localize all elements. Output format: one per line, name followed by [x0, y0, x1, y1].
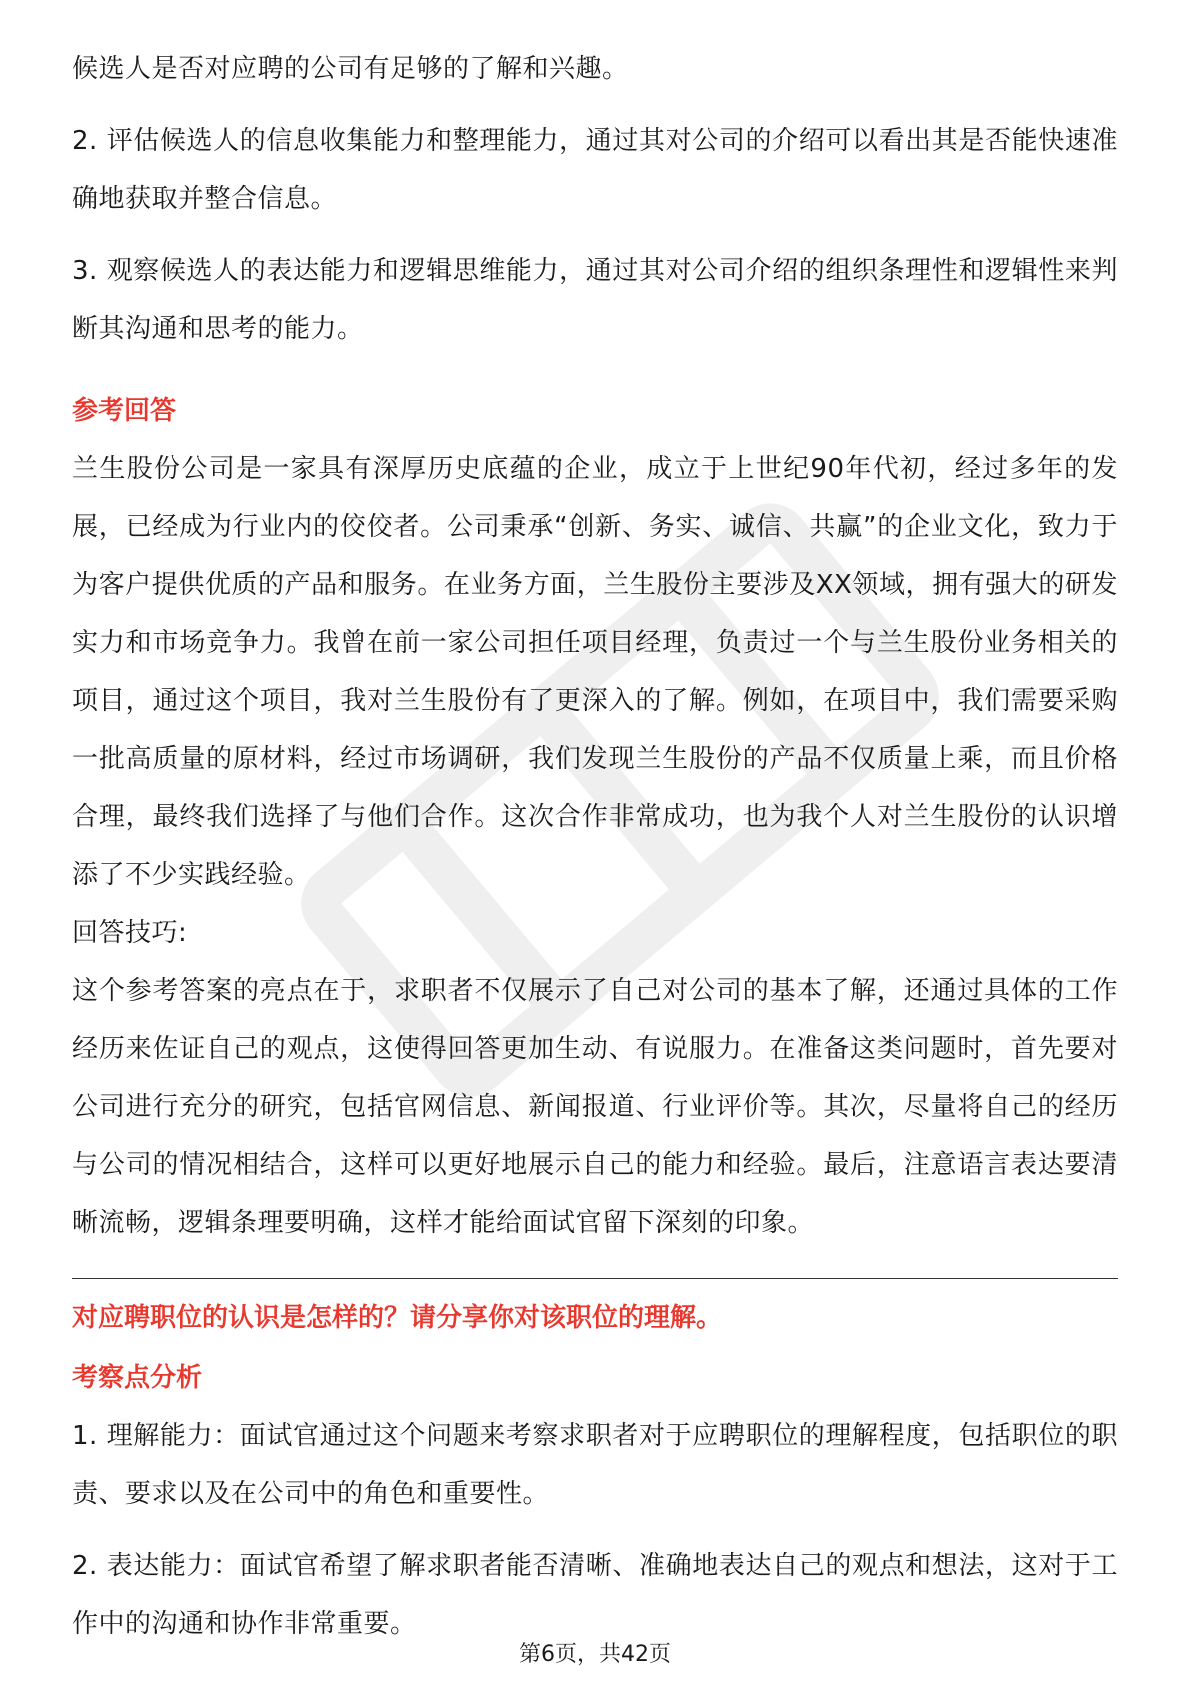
analysis-item-1: 1. 理解能力：面试官通过这个问题来考察求职者对于应聘职位的理解程度，包括职位的职责、要求以及在公司中的角色和重要性。: [72, 1421, 1118, 1509]
spacer: [72, 228, 1118, 242]
evaluation-point-2: 2. 评估候选人的信息收集能力和整理能力，通过其对公司的介绍可以看出其是否能快速准确地获取并整合信息。: [72, 126, 1118, 214]
question-title: 对应聘职位的认识是怎样的？请分享你对该职位的理解。: [72, 1303, 723, 1333]
page-footer: 第6页，共42页: [519, 1642, 671, 1667]
answer-tips-label: 回答技巧:: [72, 918, 188, 948]
spacer: [72, 358, 1118, 382]
analysis-heading: 考察点分析: [72, 1363, 203, 1393]
intro-continuation: 候选人是否对应聘的公司有足够的了解和兴趣。: [72, 54, 629, 84]
page-content: [72, 40, 1118, 1653]
answer-tips-text: 这个参考答案的亮点在于，求职者不仅展示了自己对公司的基本了解，还通过具体的工作经历来佐证自己的观点，这使得回答更加生动、有说服力。在准备这类问题时，首先要对公司进行充分的研究，包括官网信息、新闻报道、行业评价等。其次，尽量将自己的经历与公司的情况相结合，这样可以更好地展示自己的能力和经验。最后，注意语言表达要清晰流畅，逻辑条理要明确，这样才能给面试官留下深刻的印象。: [72, 976, 1118, 1238]
section-divider: [72, 1278, 1118, 1279]
spacer: [72, 98, 1118, 112]
spacer: [72, 1523, 1118, 1537]
reference-answer-heading: 参考回答: [72, 396, 177, 426]
reference-answer-text: 兰生股份公司是一家具有深厚历史底蕴的企业，成立于上世纪90年代初，经过多年的发展，已经成为行业内的佼佼者。公司秉承“创新、务实、诚信、共赢”的企业文化，致力于为客户提供优质的产品和服务。在业务方面，兰生股份主要涉及XX领域，拥有强大的研发实力和市场竞争力。我曾在前一家公司担任项目经理，负责过一个与兰生股份业务相关的项目，通过这个项目，我对兰生股份有了更深入的了解。例如，在项目中，我们需要采购一批高质量的原材料，经过市场调研，我们发现兰生股份的产品不仅质量上乘，而且价格合理，最终我们选择了与他们合作。这次合作非常成功，也为我个人对兰生股份的认识增添了不少实践经验。: [72, 454, 1118, 890]
analysis-item-2: 2. 表达能力：面试官希望了解求职者能否清晰、准确地表达自己的观点和想法，这对于工作中的沟通和协作非常重要。: [72, 1551, 1118, 1639]
evaluation-point-3: 3. 观察候选人的表达能力和逻辑思维能力，通过其对公司介绍的组织条理性和逻辑性来判断其沟通和思考的能力。: [72, 256, 1118, 344]
